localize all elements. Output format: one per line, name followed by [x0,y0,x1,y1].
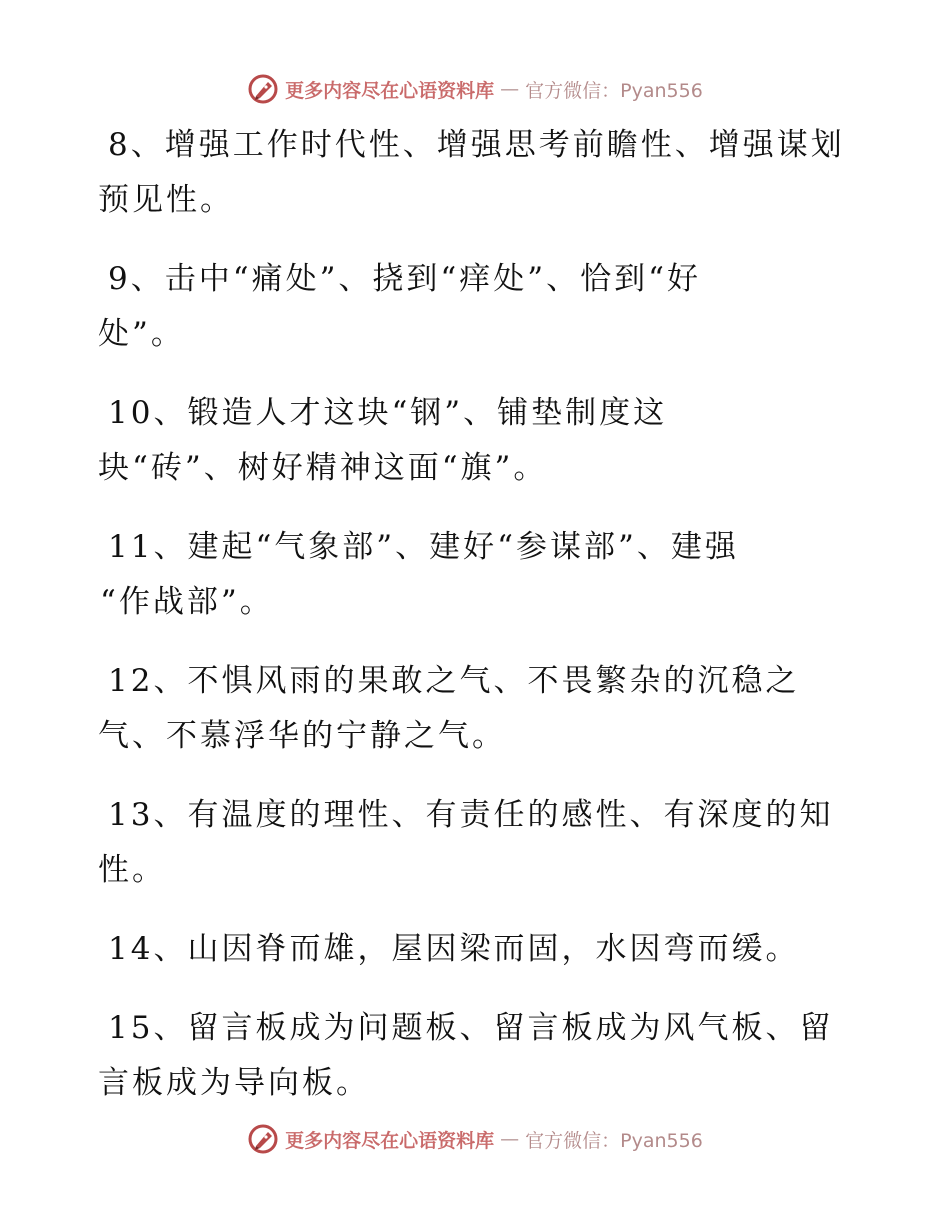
banner-wechat-text: 官方微信：Pyan556 [525,79,703,102]
item-line-continuation: “作战部”。 [100,584,274,620]
item-line-first [98,922,858,977]
item-number: 15、 [108,1010,188,1046]
item-text: 有温度的理性、有责任的感性、有深度的知 [187,797,834,833]
item-text: 不惧风雨的果敢之气、不畏繁杂的沉稳之 [187,663,800,699]
pen-nib-logo-icon [247,73,279,105]
item-line-continuation: 预见性。 [98,182,234,218]
item-line-continuation: 性。 [98,852,166,888]
list-item [98,922,858,977]
pen-nib-logo-icon [247,1123,279,1155]
item-line-first [98,118,858,173]
item-line-continuation: 言板成为导向板。 [98,1065,370,1101]
item-text: 锻造人才这块“钢”、铺垫制度这 [187,395,668,431]
item-number: 14、 [108,931,188,967]
list-item [98,252,858,362]
item-line-first [98,788,858,843]
item-line-first [98,386,858,441]
item-text: 留言板成为问题板、留言板成为风气板、留 [187,1010,834,1046]
banner-dash: — [500,78,520,100]
list-item [98,1001,858,1111]
item-number: 10、 [108,395,188,431]
header-banner [0,72,950,106]
item-line-first [98,520,858,575]
item-line-continuation: 气、不慕浮华的宁静之气。 [98,718,506,754]
item-line-first [98,252,858,307]
item-line-continuation: 块“砖”、树好精神这面“旗”。 [98,450,548,486]
item-number: 9、 [108,261,165,297]
list-item [98,118,858,228]
item-line-first [98,654,858,709]
list-item [98,654,858,764]
item-number: 13、 [108,797,188,833]
banner-main-text: 更多内容尽在心语资料库 [285,1129,495,1152]
banner-dash: — [500,1128,520,1150]
item-line-continuation: 处”。 [98,316,185,352]
item-text: 建起“气象部”、建好“参谋部”、建强 [187,529,739,565]
list-item [98,788,858,898]
item-text: 击中“痛处”、挠到“痒处”、恰到“好 [164,261,701,297]
document-body [98,118,858,1135]
banner-main-text: 更多内容尽在心语资料库 [285,79,495,102]
item-number: 12、 [108,663,188,699]
item-number: 11、 [108,529,188,565]
item-text: 山因脊而雄，屋因梁而固，水因弯而缓。 [187,931,800,967]
banner-wechat-text: 官方微信：Pyan556 [525,1129,703,1152]
item-line-first [98,1001,858,1056]
list-item [98,520,858,630]
item-number: 8、 [108,127,165,163]
list-item [98,386,858,496]
item-text: 增强工作时代性、增强思考前瞻性、增强谋划 [164,127,845,163]
footer-banner [0,1122,950,1156]
